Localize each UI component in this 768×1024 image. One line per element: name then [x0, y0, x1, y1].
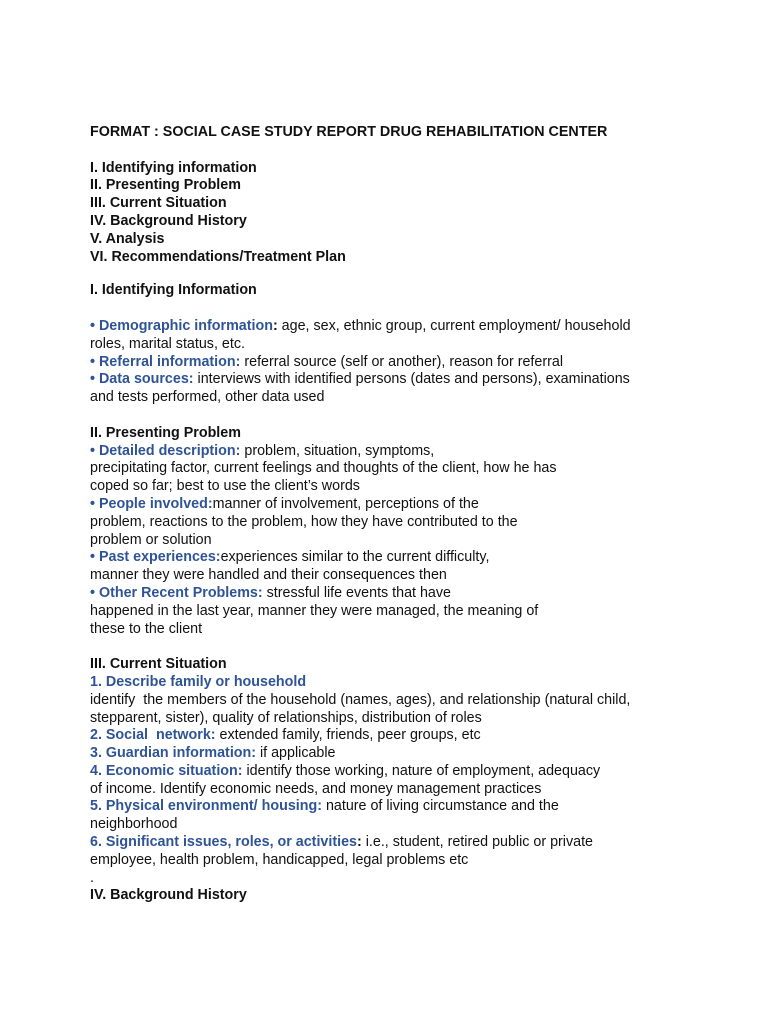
- list-item: [90, 585, 708, 603]
- outline-item: IV. Background History: [90, 212, 247, 229]
- section-heading: I. Identifying Information: [90, 282, 257, 299]
- item-continuation: stepparent, sister), quality of relationships, distribution of roles: [90, 709, 482, 726]
- section-background-history: [90, 887, 708, 905]
- item-continuation: manner they were handled and their consequences then: [90, 567, 447, 584]
- outline-item: V. Analysis: [90, 230, 165, 247]
- spacer: [90, 407, 708, 425]
- item-text: referral source (self or another), reason for referral: [240, 353, 563, 370]
- item-label: • People involved:: [90, 495, 213, 512]
- item-continuation: of income. Identify economic needs, and money management practices: [90, 780, 542, 797]
- item-continuation: happened in the last year, manner they were managed, the meaning of: [90, 602, 539, 619]
- item-text: extended family, friends, peer groups, etc: [215, 727, 481, 744]
- item-text: manner of involvement, perceptions of the: [212, 495, 479, 512]
- outline-list: [90, 160, 708, 267]
- item-label: 3. Guardian information:: [90, 745, 257, 762]
- spacer: [90, 142, 708, 160]
- item-text: identify those working, nature of employment, adequacy: [242, 762, 601, 779]
- document-title: FORMAT : SOCIAL CASE STUDY REPORT DRUG REHABILITATION CENTER: [90, 124, 608, 140]
- item-label: 5. Physical environment/ housing:: [90, 798, 322, 815]
- item-text: experiences similar to the current difficulty,: [220, 549, 490, 566]
- item-continuation: neighborhood: [90, 816, 178, 833]
- item-text: age, sex, ethnic group, current employment/ household: [277, 317, 631, 334]
- spacer: [90, 638, 708, 656]
- spacer: [90, 274, 708, 282]
- item-label: • Data sources:: [90, 371, 194, 388]
- list-item: [90, 318, 708, 336]
- item-continuation: roles, marital status, etc.: [90, 335, 245, 352]
- item-continuation: and tests performed, other data used: [90, 389, 325, 406]
- item-label: • Past experiences:: [90, 549, 221, 566]
- item-label: • Referral information:: [90, 353, 241, 370]
- item-label: 4. Economic situation:: [90, 762, 243, 779]
- item-text: interviews with identified persons (dates and persons), examinations: [193, 371, 630, 388]
- list-item: [90, 443, 708, 461]
- item-continuation: precipitating factor, current feelings and thoughts of the client, how he has: [90, 460, 557, 477]
- list-item: [90, 727, 708, 745]
- item-sep: :: [272, 317, 278, 334]
- outline-item: III. Current Situation: [90, 195, 227, 212]
- item-label: • Detailed description:: [90, 442, 241, 459]
- item-continuation: identify the members of the household (names, ages), and relationship (natural child,: [90, 691, 631, 708]
- section-identifying-information: [90, 282, 708, 407]
- list-item: [90, 354, 708, 372]
- list-item: [90, 745, 708, 763]
- item-text: stressful life events that have: [262, 584, 451, 601]
- item-sep: :: [356, 834, 362, 851]
- item-label: 6. Significant issues, roles, or activities: [90, 834, 357, 851]
- list-item: [90, 834, 708, 852]
- list-item: [90, 763, 708, 781]
- item-text: i.e., student, retired public or private: [361, 834, 593, 851]
- outline-item: I. Identifying information: [90, 159, 257, 176]
- outline-item: VI. Recommendations/Treatment Plan: [90, 248, 346, 265]
- section-heading: III. Current Situation: [90, 656, 227, 673]
- item-continuation: these to the client: [90, 620, 203, 637]
- item-continuation: employee, health problem, handicapped, legal problems etc: [90, 851, 469, 868]
- section-current-situation: [90, 656, 708, 870]
- item-text: if applicable: [256, 745, 336, 762]
- item-text: problem, situation, symptoms,: [240, 442, 435, 459]
- section-heading: IV. Background History: [90, 887, 247, 904]
- spacer: [90, 300, 708, 318]
- item-label: • Demographic information: [90, 317, 273, 334]
- list-item: [90, 371, 708, 389]
- item-continuation: problem, reactions to the problem, how they have contributed to the: [90, 513, 518, 530]
- item-continuation: coped so far; best to use the client’s words: [90, 478, 360, 495]
- item-text: nature of living circumstance and the: [321, 798, 559, 815]
- spacer: [90, 266, 708, 274]
- list-item: [90, 674, 708, 692]
- item-continuation: problem or solution: [90, 531, 212, 548]
- item-label: 1. Describe family or household: [90, 673, 307, 690]
- list-item: [90, 496, 708, 514]
- item-label: • Other Recent Problems:: [90, 584, 263, 601]
- list-item: [90, 798, 708, 816]
- outline-item: II. Presenting Problem: [90, 177, 241, 194]
- section-heading: II. Presenting Problem: [90, 424, 241, 441]
- section-presenting-problem: [90, 425, 708, 639]
- list-item: [90, 549, 708, 567]
- item-label: 2. Social network:: [90, 727, 216, 744]
- stray-dot: .: [90, 869, 94, 886]
